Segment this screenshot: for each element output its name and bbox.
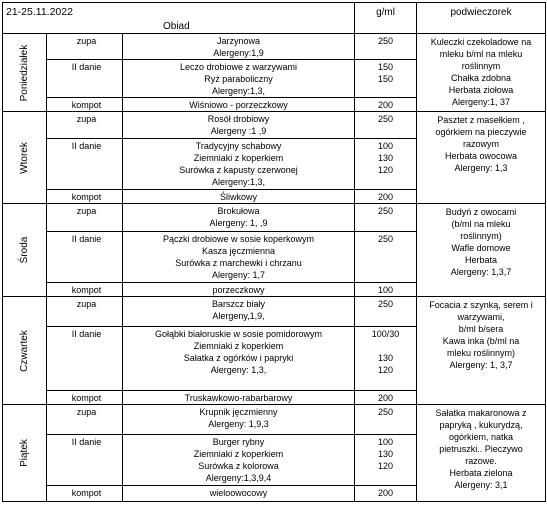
dish-line: Alergeny,1,9, xyxy=(212,311,265,321)
course-label: kompot xyxy=(47,486,123,502)
dish-cell xyxy=(123,327,355,391)
gram-value xyxy=(355,269,416,281)
course-label: kompot xyxy=(47,283,123,297)
gram-value: 200 xyxy=(378,100,394,110)
gram-value: 100 xyxy=(378,437,394,447)
gram-value xyxy=(355,125,416,137)
gram-cell xyxy=(355,435,417,486)
day-name: Czwartek xyxy=(18,329,30,372)
podwieczorek-line: ogórkiem, natka xyxy=(448,432,514,442)
podwieczorek-line: Focacia z szynką, serem i xyxy=(429,300,533,310)
gram-cell xyxy=(355,34,417,60)
gram-value: 150 xyxy=(378,74,394,84)
menu-row-zupa xyxy=(3,112,546,139)
dish-line: Alergeny:1,3, xyxy=(211,177,266,187)
dish-line: Ryż paraboliczny xyxy=(204,74,273,84)
dish-cell xyxy=(123,60,355,98)
gram-value xyxy=(355,85,416,97)
dish-line: Jarzynowa xyxy=(216,36,261,46)
dish-cell xyxy=(123,391,355,405)
gram-cell xyxy=(355,139,417,190)
dish-cell xyxy=(123,190,355,204)
podwieczorek-line: roślinnym xyxy=(461,61,501,71)
gram-value: 120 xyxy=(378,165,394,175)
podwieczorek-line: papryką , kukurydzą, xyxy=(439,420,523,430)
course-label: II danie xyxy=(47,60,123,98)
gram-value xyxy=(355,257,416,269)
dish-line: Barszcz biały xyxy=(212,299,266,309)
dish-line: Sałatka z ogórków i papryki xyxy=(183,353,294,363)
dish-line: Surówka z kapusty czerwonej xyxy=(179,165,298,175)
dish-line: Kasza jęczmienna xyxy=(201,246,276,256)
gram-value: 120 xyxy=(378,461,394,471)
dish-line: Rosół drobiowy xyxy=(207,114,270,124)
day-name: Środa xyxy=(18,236,30,264)
gram-value: 130 xyxy=(378,153,394,163)
gram-value: 250 xyxy=(378,206,394,216)
podwieczorek-line: Alergeny: 1,3 xyxy=(454,163,508,173)
gram-cell xyxy=(355,391,417,405)
gram-value: 130 xyxy=(378,449,394,459)
dish-line: Burger rybny xyxy=(212,437,265,447)
podwieczorek-line: (b/ml na mleku xyxy=(451,219,511,229)
menu-row-zupa xyxy=(3,34,546,60)
dish-cell xyxy=(123,204,355,232)
dish-cell xyxy=(123,405,355,435)
menu-row-zupa xyxy=(3,405,546,435)
g-ml-header: g/ml xyxy=(355,3,417,34)
day-name-cell xyxy=(3,112,47,204)
dish-cell xyxy=(123,112,355,139)
course-label: zupa xyxy=(47,34,123,60)
menu-row-zupa xyxy=(3,297,546,327)
podwieczorek-line: razowe. xyxy=(465,456,497,466)
dish-line: Brokułowa xyxy=(217,206,260,216)
dish-line: Leczo drobiowe z warzywami xyxy=(179,62,298,72)
podwieczorek-line: warzywami, xyxy=(457,312,505,322)
gram-value xyxy=(355,340,416,352)
podwieczorek-line: Herbata ziołowa xyxy=(448,85,514,95)
gram-value: 120 xyxy=(378,365,394,375)
podwieczorek-header: podwieczorek xyxy=(417,3,546,34)
podwieczorek-line: b/ml b/sera xyxy=(458,324,504,334)
podwieczorek-line: Budyń z owocami xyxy=(445,207,517,217)
gram-value xyxy=(355,47,416,59)
gram-value: 100 xyxy=(378,141,394,151)
gram-cell xyxy=(355,112,417,139)
day-name: Piątek xyxy=(18,439,30,467)
course-label: zupa xyxy=(47,204,123,232)
podwieczorek-line: Wafle domowe xyxy=(451,243,511,253)
podwieczorek-line: roślinnym) xyxy=(460,231,502,241)
dish-line: Alergeny:1,9 xyxy=(213,48,264,58)
gram-value xyxy=(355,310,416,322)
dish-cell xyxy=(123,297,355,327)
podwieczorek-line: razowym xyxy=(463,139,500,149)
podwieczorek-line: Sałatka makaronowa z xyxy=(435,408,527,418)
gram-value: 250 xyxy=(378,36,394,46)
dish-line: Alergeny: 1, ,9 xyxy=(209,218,268,228)
podwieczorek-line: pietruszki.. Pieczywo xyxy=(439,444,523,454)
dish-line: Truskawkowo-rabarbarowy xyxy=(184,393,293,403)
gram-value: 250 xyxy=(378,114,394,124)
podwieczorek-line: Alergeny: 1, 3,7 xyxy=(449,360,513,370)
gram-value: 150 xyxy=(378,62,394,72)
menu-row-zupa xyxy=(3,204,546,232)
gram-cell xyxy=(355,232,417,283)
dish-line: Alergeny: 1,7 xyxy=(211,270,266,280)
podwieczorek-cell xyxy=(417,34,546,112)
course-label: zupa xyxy=(47,297,123,327)
gram-value: 250 xyxy=(378,299,394,309)
gram-value xyxy=(355,176,416,188)
dish-cell xyxy=(123,34,355,60)
dish-line: Alergeny:1,3, xyxy=(211,86,266,96)
podwieczorek-line: ogórkiem na pieczywie xyxy=(435,127,527,137)
dish-line: Surówka z marchewki i chrzanu xyxy=(175,258,302,268)
gram-cell xyxy=(355,297,417,327)
gram-cell xyxy=(355,327,417,391)
course-label: II danie xyxy=(47,232,123,283)
gram-cell xyxy=(355,204,417,232)
dish-cell xyxy=(123,139,355,190)
date-range: 21-25.11.2022 xyxy=(6,6,73,18)
course-label: zupa xyxy=(47,405,123,435)
gram-value: 250 xyxy=(378,234,394,244)
gram-value xyxy=(355,217,416,229)
dish-line: Gołąbki białoruskie w sosie pomidorowym xyxy=(154,329,323,339)
podwieczorek-line: Alergeny: 3,1 xyxy=(454,480,508,490)
dish-cell xyxy=(123,486,355,502)
dish-cell xyxy=(123,435,355,486)
gram-value xyxy=(355,472,416,484)
dish-cell xyxy=(123,98,355,112)
dish-cell xyxy=(123,283,355,297)
gram-value: 130 xyxy=(378,353,394,363)
gram-cell xyxy=(355,405,417,435)
podwieczorek-line: Alergeny: 1,3,7 xyxy=(450,267,512,277)
dish-line: Alergeny :1 ,9 xyxy=(210,126,267,136)
course-label: kompot xyxy=(47,98,123,112)
dish-line: Śliwkowy xyxy=(220,192,258,202)
dish-line: porzeczkowy xyxy=(212,285,265,295)
dish-line: Surówka z kolorowa xyxy=(198,461,279,471)
podwieczorek-line: Herbata xyxy=(465,255,498,265)
dish-line: wieloowocowy xyxy=(209,488,268,498)
course-label: II danie xyxy=(47,435,123,486)
course-label: kompot xyxy=(47,190,123,204)
gram-value: 200 xyxy=(378,488,394,498)
gram-cell xyxy=(355,190,417,204)
dish-line: Ziemniaki z koperkiem xyxy=(193,449,284,459)
podwieczorek-line: Herbata zielona xyxy=(449,468,513,478)
dish-line: Pączki drobiowe w sosie koperkowym xyxy=(162,234,315,244)
podwieczorek-cell xyxy=(417,204,546,297)
podwieczorek-line: Alergeny:1, 37 xyxy=(451,97,511,107)
gram-value: 100/30 xyxy=(371,329,400,339)
podwieczorek-line: mleku roślinnym) xyxy=(447,348,516,358)
podwieczorek-line: Chałka zdobna xyxy=(450,73,512,83)
podwieczorek-cell xyxy=(417,297,546,405)
day-name-cell xyxy=(3,297,47,405)
day-name-cell xyxy=(3,405,47,502)
course-label: zupa xyxy=(47,112,123,139)
dish-line: Alergeny: 1,3, xyxy=(210,365,267,375)
podwieczorek-line: mleku b/ml na mleku xyxy=(439,49,523,59)
gram-cell xyxy=(355,486,417,502)
course-label: II danie xyxy=(47,327,123,391)
podwieczorek-cell xyxy=(417,405,546,502)
dish-line: Tradycyjny schabowy xyxy=(195,141,282,151)
dish-cell xyxy=(123,232,355,283)
day-name-cell xyxy=(3,34,47,112)
gram-value xyxy=(355,245,416,257)
gram-cell xyxy=(355,283,417,297)
gram-cell xyxy=(355,60,417,98)
dish-line: Krupnik jęczmienny xyxy=(199,407,278,417)
podwieczorek-line: Kuleczki czekoladowe na xyxy=(430,37,532,47)
podwieczorek-line: Herbata owocowa xyxy=(444,151,518,161)
day-name: Wtorek xyxy=(18,141,30,174)
gram-value: 200 xyxy=(378,192,394,202)
menu-table xyxy=(2,2,546,502)
obiad-header: Obiad xyxy=(163,21,190,32)
dish-line: Alergeny:1,3,9,4 xyxy=(205,473,272,483)
dish-line: Alergeny: 1,9,3 xyxy=(208,419,269,429)
podwieczorek-line: Pasztet z masełkiem , xyxy=(437,115,525,125)
header-title-cell xyxy=(3,3,355,34)
dish-line: Ziemniaki z koperkiem xyxy=(193,341,284,351)
course-label: II danie xyxy=(47,139,123,190)
course-label: kompot xyxy=(47,391,123,405)
gram-value xyxy=(355,418,416,430)
podwieczorek-cell xyxy=(417,112,546,204)
gram-value: 250 xyxy=(378,407,394,417)
gram-cell xyxy=(355,98,417,112)
gram-value: 100 xyxy=(378,285,394,295)
podwieczorek-line: Kawa inka (b/ml na xyxy=(442,336,520,346)
dish-line: Ziemniaki z koperkiem xyxy=(193,153,284,163)
day-name: Poniedziałek xyxy=(18,44,30,101)
day-name-cell xyxy=(3,204,47,297)
dish-line: Wiśniowo - porzeczkowy xyxy=(189,100,288,110)
header-row xyxy=(3,3,546,34)
gram-value: 200 xyxy=(378,393,394,403)
